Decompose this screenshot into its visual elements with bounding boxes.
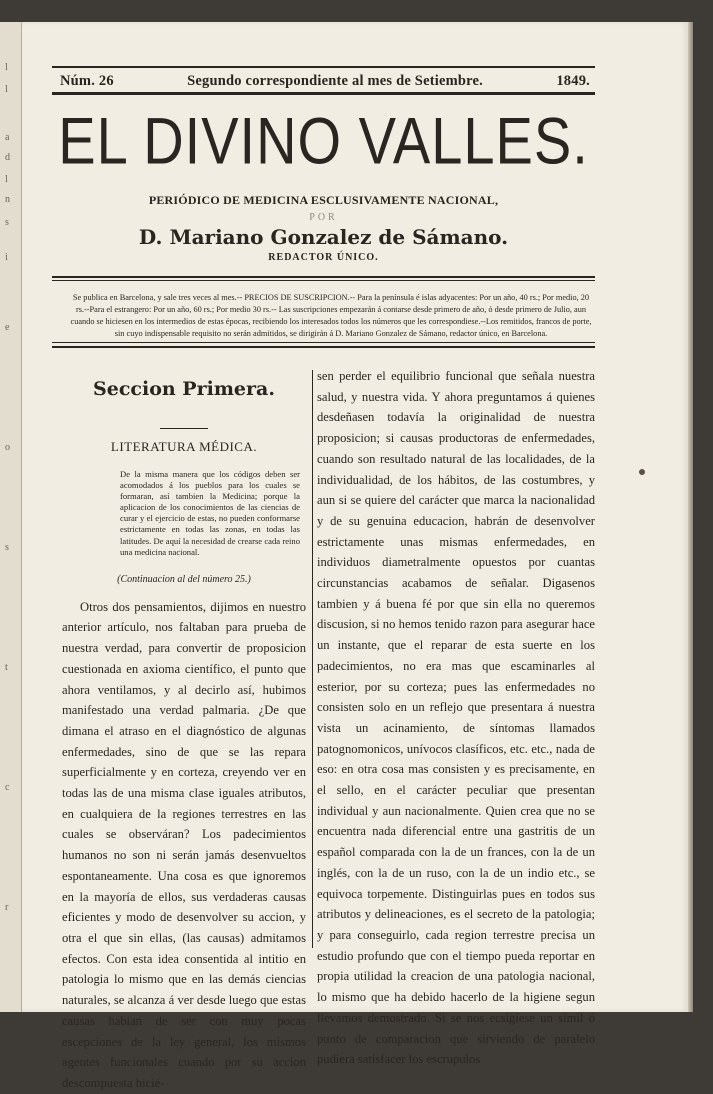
edge-letter: s: [5, 217, 9, 228]
epigraph: De la misma manera que los códigos deben ser acomodados á los pueblos para los cuales se formaran, así tambien la Medicina; porque la aplicacion de los conocimientos de las ciencias de curar y el ejercicio de estas, no pueden conformarse estrictamente en todas las zonas, en todas las latitudes. De aquí la necesidad de crearse cada reino una medicina nacional.: [120, 469, 300, 557]
edge-letter: i: [5, 252, 8, 263]
subscription-top-rule: [52, 276, 595, 278]
edge-letter: a: [5, 132, 10, 143]
subscription-bottom-rule-thin: [52, 342, 595, 343]
edge-letter: l: [5, 62, 8, 73]
top-rule: [52, 66, 595, 68]
edge-letter: n: [5, 194, 10, 205]
article-text-right: sen perder el equilibrio funcional que señala nuestra salud, y nuestra vida. Y ahora preguntamos á quienes desdeñasen todavía la originalidad de nuestra proposicion; si causas productoras de enfermedades, cuando son resultado natural de las localidades, de la individualidad, de los hábitos, de las costumbres, y aun si se quiere del carácter que marca la nacionalidad y de su genuina educacion, habrán de desenvolver estrictamente unas mismas enfermedades, en individuos diametralmente opuestos por cuantas circunstancias acabamos de señalar. Digasenos tambien y á buena fé por que sin ella no queremos discusion, si no hemos tenido razon para asegurar hace un instante, que el reparar de esta suerte en los padecimientos, no era mas que escaminarles al esterior, por su corteza; pues las enfermedades no consisten solo en un reflejo que presentara á nuestra vista un acinamiento, de síntomas llamados patognomonicos, unívocos clasíficos, etc. etc., nada de eso: en otra cosa mas consisten y es precisamente, en el sello, en el carácter peculiar que presentan individual y aun nacionalmente. Quien crea que no se encuentra nada diferencial entre una gastritis de un español comparada con la de un frances, con la de un inglés, con la de un ruso, con la de un indio etc., se equivoca torpemente. Distinguirlas pues en todos sus atributos y delineaciones, es el secreto de la patologia; y para conseguirlo, cada region terrestre precisa un estudio profundo que con el tiempo pueda reportar en propia utilidad la creacion de una patologia nacional, lo mismo que ha debido hacerlo de la higiene segun llevamos demostrado. Si se nos ecsigiese un simil ó punto de comparacion que sirviendo de paralelo pudiera satisfacer los escrupulos: [317, 369, 595, 1067]
newspaper-subtitle: PERIÓDICO DE MEDICINA ESCLUSIVAMENTE NACIONAL,: [148, 193, 499, 207]
edge-letter: e: [5, 322, 10, 333]
page-edge-shadow: [688, 22, 693, 1012]
continuation-note: (Continuacion al del número 25.): [117, 573, 251, 585]
byline-por: POR: [309, 212, 338, 223]
newspaper-page: [22, 22, 688, 1090]
edge-letter: s: [5, 542, 9, 553]
edge-letter: d: [5, 152, 10, 163]
edge-letter: t: [5, 662, 8, 673]
adjacent-page-edge: [0, 22, 22, 1012]
subscription-bottom-rule: [52, 346, 595, 348]
left-column: [62, 378, 306, 1094]
article-text-left: Otros dos pensamientos, dijimos en nuestro anterior artículo, nos faltaban para prueba de nuestra verdad, para convertir de proposicion cuestionada en axioma científico, el punto que ahora ventilamos, y al decirlo así, hubimos manifestado una verdad palmaria. ¿De que dimana el atraso en el diagnóstico de algunas enfermedades, sino de que se las repara superficialmente y en corteza, creyendo ver en todas las de una misma clase iguales atributos, en cualquiera de la regiones terrestres en las cuales se observáran? Los padecimientos humanos no son ni serán jamás desenvueltos espontaneamente. Una cosa es que ignoremos en la mayoría de ellos, sus verdaderas causas eficientes y modo de desenvolver su accion, y otra el que sin ellas, (las causas) admitamos efectos. Con esta idea consentida al intitio en patologia lo mismo que en las demás ciencias naturales, se alcanza á ver desde luego que estas causas habian de ser con muy pocas escepciones de la ley general, los mismos agentes funcionales cuando por su accion descompuesta hicié-: [62, 599, 306, 1090]
issue-date: Segundo correspondiente al mes de Setiembre.: [187, 73, 483, 89]
editor-role: REDACTOR ÚNICO.: [268, 252, 379, 263]
section-rule: [160, 428, 208, 429]
issue-line: [60, 73, 590, 90]
edge-letter: o: [5, 442, 10, 453]
issue-year: 1849.: [556, 73, 590, 89]
edge-letter: r: [5, 902, 9, 913]
editor-name: D. Mariano Gonzalez de Sámano.: [138, 225, 509, 249]
section-subtitle: LITERATURA MÉDICA.: [110, 439, 258, 454]
column-divider: [312, 370, 313, 948]
issue-number: Núm. 26: [60, 73, 114, 89]
newspaper-title: EL DIVINO VALLES.: [58, 103, 589, 178]
right-column: [317, 366, 595, 1070]
binding-hole: [639, 469, 645, 475]
subscription-top-rule-thin: [52, 280, 595, 281]
edge-letter: l: [5, 84, 8, 95]
masthead-rule: [52, 92, 595, 95]
section-title: Seccion Primera.: [93, 378, 275, 400]
subscription-notice: Se publica en Barcelona, y sale tres veces al mes.-- PRECIOS DE SUSCRIPCION.-- Para la península é islas adyacentes: Por un año, 40 rs.; Por medio, 20 rs.--Para el estrangero: Por un año, 60 rs.; Por medio 30 rs.-- Las suscripciones empezarán á contarse desde primero de año, ó desde primero de Julio, aun cuando se hiciesen en los intermedios de estas épocas, recibiendo los interesados todos los números que les correspondiese.--Los remitidos, francos de porte, sin cuyo indispensable requisito no serán admitidos, se dirigirán á D. Mariano Gonzalez de Sámano, redactor único, en Barcelona.: [70, 293, 592, 338]
edge-letter: l: [5, 174, 8, 185]
edge-letter: c: [5, 782, 10, 793]
